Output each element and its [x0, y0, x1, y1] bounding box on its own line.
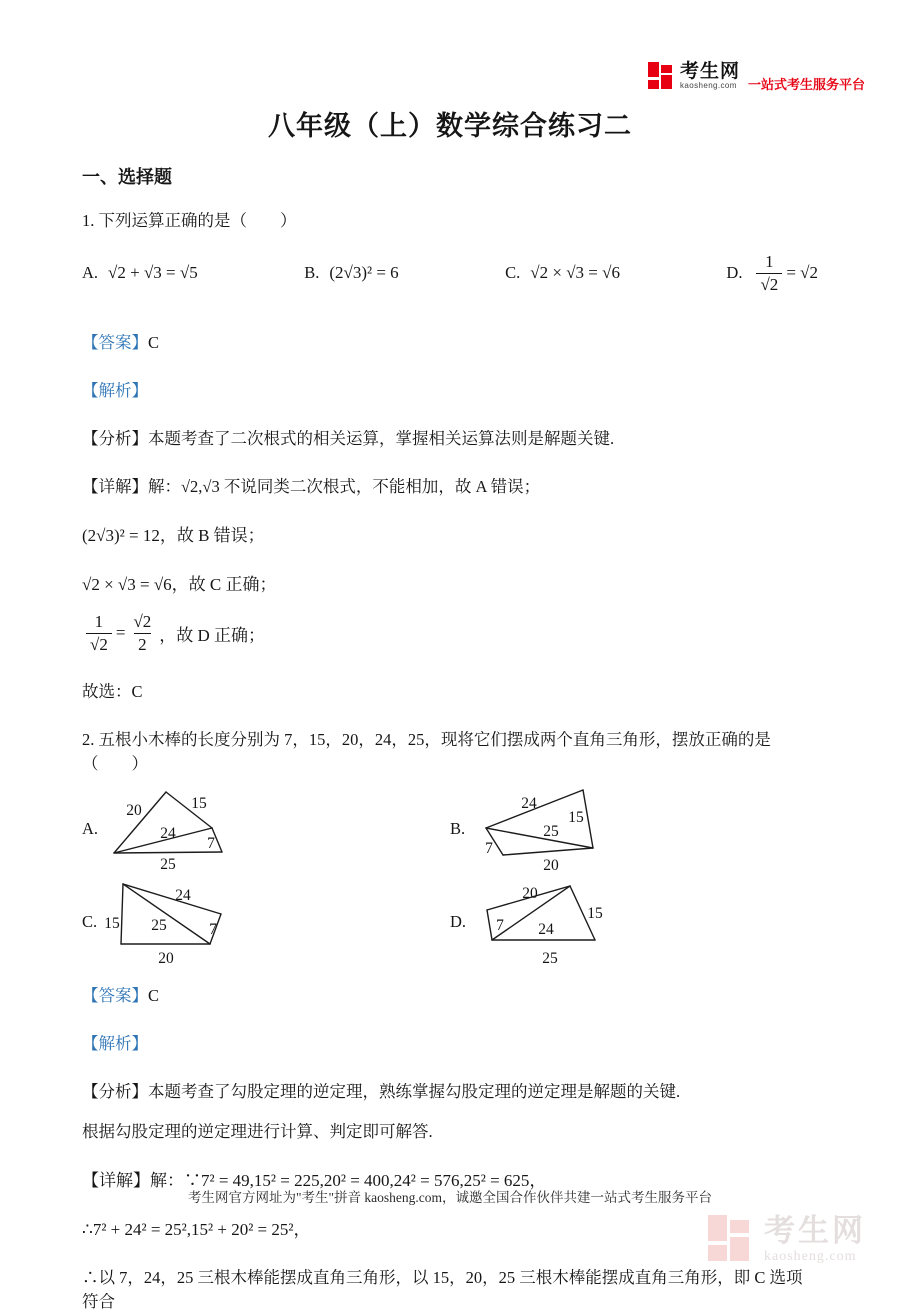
- q2-fenxi-line-2: 根据勾股定理的逆定理进行计算、判定即可解答.: [82, 1121, 433, 1141]
- option-formula: √2 + √3 = √5: [108, 263, 198, 282]
- q2-jiexi-line: [82, 1030, 818, 1054]
- q1-detail-c: √2 × √3 = √6，故 C 正确；: [82, 575, 277, 594]
- equals-sign: =: [115, 623, 126, 643]
- brand-domain: kaosheng.com: [680, 81, 737, 90]
- answer-tag: 【答案】: [82, 333, 148, 352]
- q2-figure-b: [450, 784, 636, 874]
- svg-text:20: 20: [522, 884, 538, 902]
- triangle-diagram-c: [103, 876, 259, 968]
- brand-name: 考生网: [680, 61, 741, 82]
- svg-text:7: 7: [485, 839, 494, 857]
- q1-option-c: [505, 263, 620, 283]
- svg-text:25: 25: [151, 916, 167, 934]
- q2-detail-3: ∴以 7，24，25 三根木棒能摆成直角三角形，以 15，20，25 三根木棒能摆成直角三角形，即 C 选项符合: [82, 1267, 803, 1311]
- q2-figure-d: [450, 876, 636, 968]
- q1-conclusion: 故选：C: [82, 681, 143, 701]
- svg-text:15: 15: [587, 904, 603, 922]
- q1-option-d: [726, 253, 818, 294]
- svg-text:25: 25: [542, 949, 558, 967]
- svg-text:7: 7: [207, 834, 215, 852]
- q2-fenxi-line-1: 【分析】本题考查了勾股定理的逆定理，熟练掌握勾股定理的逆定理是解题的关键.: [82, 1081, 681, 1101]
- brand-header: [648, 62, 865, 93]
- option-label: D.: [726, 263, 743, 282]
- q2-detail-2: ∴7² + 24² = 25²,15² + 20² = 25²，: [82, 1219, 311, 1239]
- q1-detail-a: 【详解】解：√2,√3 不说同类二次根式，不能相加，故 A 错误；: [82, 477, 541, 496]
- page-title: 八年级（上）数学综合练习二: [268, 111, 632, 141]
- svg-text:7: 7: [209, 920, 218, 938]
- watermark-domain: kaosheng.com: [764, 1249, 857, 1264]
- fraction: $\frac{1}{√2}$: [86, 613, 112, 654]
- jiexi-tag: 【解析】: [82, 381, 148, 400]
- fraction: $\frac{1}{√2}$: [756, 253, 782, 294]
- option-formula: (2√3)² = 6: [329, 263, 399, 282]
- option-label: B.: [304, 263, 320, 282]
- q1-fenxi-line: 【分析】本题考查了二次根式的相关运算，掌握相关运算法则是解题关键.: [82, 429, 615, 448]
- fraction: $\frac{√2}{2}$: [133, 612, 152, 654]
- svg-text:20: 20: [126, 801, 142, 819]
- q2-figure-c: [82, 876, 450, 968]
- figure-label: B.: [450, 818, 466, 838]
- question-2-text: 2. 五根小木棒的长度分别为 7，15，20，24，25，现将它们摆成两个直角三角形，摆放正确的是（ ）: [82, 729, 771, 773]
- q1-answer-line: [82, 329, 818, 353]
- svg-text:20: 20: [543, 856, 559, 874]
- triangle-diagram-d: [472, 876, 636, 968]
- figure-label: D.: [450, 911, 467, 931]
- answer-value: C: [148, 333, 160, 352]
- answer-tag: 【答案】: [82, 985, 148, 1005]
- option-label: C.: [505, 263, 521, 282]
- svg-text:20: 20: [158, 949, 174, 967]
- watermark: [708, 1215, 866, 1264]
- q2-detail-1: 【详解】解：∵7² = 49,15² = 225,20² = 400,24² = 576,25² = 625，: [82, 1170, 547, 1190]
- svg-text:25: 25: [543, 822, 559, 840]
- answer-value: C: [148, 985, 160, 1005]
- footer-text: 考生网官方网址为"考生"拼音 kaosheng.com，诚邀全国合作伙伴共建一站式考生服务平台: [187, 1190, 712, 1205]
- svg-text:24: 24: [160, 824, 176, 842]
- svg-text:25: 25: [160, 855, 176, 873]
- option-formula: = √2: [786, 263, 818, 282]
- triangle-diagram-a: [104, 784, 260, 874]
- svg-text:7: 7: [496, 916, 504, 934]
- q2-figures: [82, 784, 818, 968]
- figure-label: A.: [82, 818, 99, 838]
- detail-d-tail: ，故 D 正确；: [159, 625, 266, 645]
- watermark-name: 考生网: [764, 1213, 866, 1248]
- svg-text:15: 15: [104, 914, 120, 932]
- q1-detail-d: [82, 613, 818, 654]
- svg-text:24: 24: [175, 886, 191, 904]
- svg-text:15: 15: [568, 808, 584, 826]
- figure-label: C.: [82, 911, 98, 931]
- option-formula: √2 × √3 = √6: [530, 263, 620, 282]
- q1-option-a: [82, 263, 198, 283]
- kaosheng-logo-icon: [648, 62, 675, 89]
- triangle-diagram-b: [471, 784, 631, 874]
- question-1-text: 1. 下列运算正确的是（ ）: [82, 211, 297, 230]
- q1-options: [82, 241, 818, 305]
- brand-tagline: 一站式考生服务平台: [748, 77, 866, 92]
- option-label: A.: [82, 263, 99, 282]
- svg-text:24: 24: [521, 794, 537, 812]
- q1-option-b: [304, 263, 398, 283]
- svg-text:15: 15: [191, 794, 207, 812]
- jiexi-tag: 【解析】: [82, 1033, 148, 1053]
- section-heading: 一、选择题: [82, 167, 172, 187]
- q1-detail-b: (2√3)² = 12，故 B 错误；: [82, 526, 265, 545]
- kaosheng-watermark-icon: [708, 1215, 754, 1261]
- q1-jiexi-line: [82, 377, 818, 401]
- q2-answer-line: [82, 982, 818, 1006]
- svg-text:24: 24: [538, 920, 554, 938]
- q2-figure-a: [82, 784, 450, 874]
